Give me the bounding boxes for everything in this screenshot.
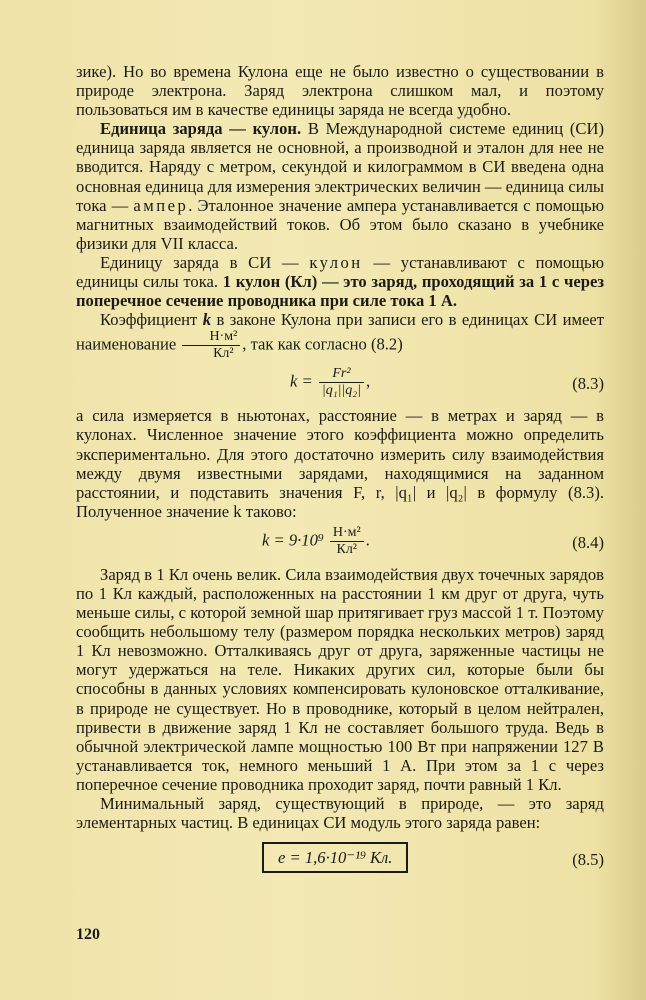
- paragraph-3-start: Единицу заряда в СИ —: [100, 252, 310, 272]
- formula-8-3-numerator: Fr²: [319, 366, 364, 383]
- paragraph-1: зике). Но во времена Кулона еще не было известно о существовании в природе электрона. Заряд электрона слишком мал, и поэтому пользоваться им в качестве единицы заряда не всегда удобно.: [76, 62, 604, 120]
- formula-8-4-fraction: [330, 525, 364, 558]
- unit-fraction-numerator: Н·м²: [182, 329, 240, 346]
- paragraph-4-start: Коэффициент: [100, 310, 203, 330]
- section-heading: Единица заряда — кулон.: [100, 119, 302, 139]
- formula-8-4: [76, 521, 604, 565]
- page-text: [76, 62, 604, 888]
- paragraph-3-mid: — устанавливают с помощью единицы силы тока.: [76, 252, 604, 292]
- formula-8-5-label: (8.5): [572, 850, 604, 870]
- paragraph-2: [76, 119, 604, 253]
- paragraph-7: Минимальный заряд, существующий в природе, — это заряд элементарных частиц. В единицах СИ модуль этого заряда равен:: [76, 794, 604, 833]
- term-ampere: ампер: [133, 195, 189, 215]
- paragraph-2-body: В Международной системе единиц (СИ) единица заряда является не основной, а производной и эталон для нее не вводится. Наряду с метром, секундой и килограммом в СИ введена одна основная единица для измерения электрических величин — единица силы тока —: [76, 119, 604, 215]
- formula-8-3-denominator: |q₁||q₂|: [321, 383, 362, 399]
- symbol-k: k: [202, 310, 212, 330]
- unit-fraction: [182, 329, 240, 362]
- term-coulomb: кулон: [309, 252, 363, 272]
- formula-8-4-label: (8.4): [572, 532, 604, 552]
- formula-8-4-lhs: k = 9·10⁹: [262, 530, 324, 550]
- formula-8-3-label: (8.3): [572, 374, 604, 394]
- formula-8-4-denominator: Кл²: [336, 541, 358, 557]
- page-number: 120: [76, 926, 100, 943]
- formula-8-3-expression: [290, 366, 370, 399]
- formula-8-5-box: e = 1,6·10⁻¹⁹ Кл.: [262, 842, 408, 873]
- paragraph-5: а сила измеряется в ньютонах, расстояние — в метрах и заряд — в кулонах. Численное значение этого коэффициента можно определить экспериментально. Для этого достаточно измерить силу взаимодействия между двумя известными зарядами, находящимися на заданном расстоянии, и подставить значения F, r, |q₁| и |q₂| в формулу (8.3). Полученное значение k таково:: [76, 406, 604, 521]
- formula-8-4-numerator: Н·м²: [330, 525, 364, 542]
- paragraph-4: [76, 310, 604, 362]
- paragraph-3: [76, 253, 604, 310]
- formula-8-4-expression: [262, 525, 370, 558]
- formula-8-3-comma: ,: [366, 371, 371, 391]
- formula-8-3: [76, 362, 604, 406]
- paragraph-2-tail: . Эталонное значение ампера устанавливается с помощью магнитных взаимодействий токов. Об этом было сказано в учебнике физики для VII класса.: [76, 195, 604, 253]
- paragraph-4-end: , так как согласно (8.2): [242, 334, 403, 354]
- formula-8-4-dot: .: [365, 530, 370, 550]
- paragraph-4-mid: в законе Кулона при записи его в единицах СИ имеет наименование: [76, 310, 604, 354]
- unit-fraction-denominator: Кл²: [213, 346, 234, 362]
- formula-8-3-lhs: k =: [290, 371, 313, 391]
- coulomb-definition: 1 кулон (Кл) — это заряд, проходящий за 1 с через поперечное сечение проводника при силе тока 1 А.: [76, 272, 604, 311]
- paragraph-6: Заряд в 1 Кл очень велик. Сила взаимодействия двух точечных зарядов по 1 Кл каждый, расположенных на расстоянии 1 км друг от друга, чуть меньше силы, с которой земной шар притягивает груз массой 1 т. Поэтому сообщить небольшому телу (размером порядка нескольких метров) заряд 1 Кл невозможно. Отталкиваясь друг от друга, заряженные частицы не могут удержаться на теле. Никаких других сил, которые были бы способны в данных условиях компенсировать кулоновское отталкивание, в природе не существует. Но в проводнике, который в целом нейтрален, привести в движение заряд 1 Кл не составляет большого труда. Ведь в обычной электрической лампе мощностью 100 Вт при напряжении 127 В устанавливается ток, немного меньший 1 А. При этом за 1 с через поперечное сечение проводника проходит заряд, почти равный 1 Кл.: [76, 564, 604, 794]
- formula-8-3-fraction: [319, 366, 364, 399]
- formula-8-5: [76, 840, 604, 888]
